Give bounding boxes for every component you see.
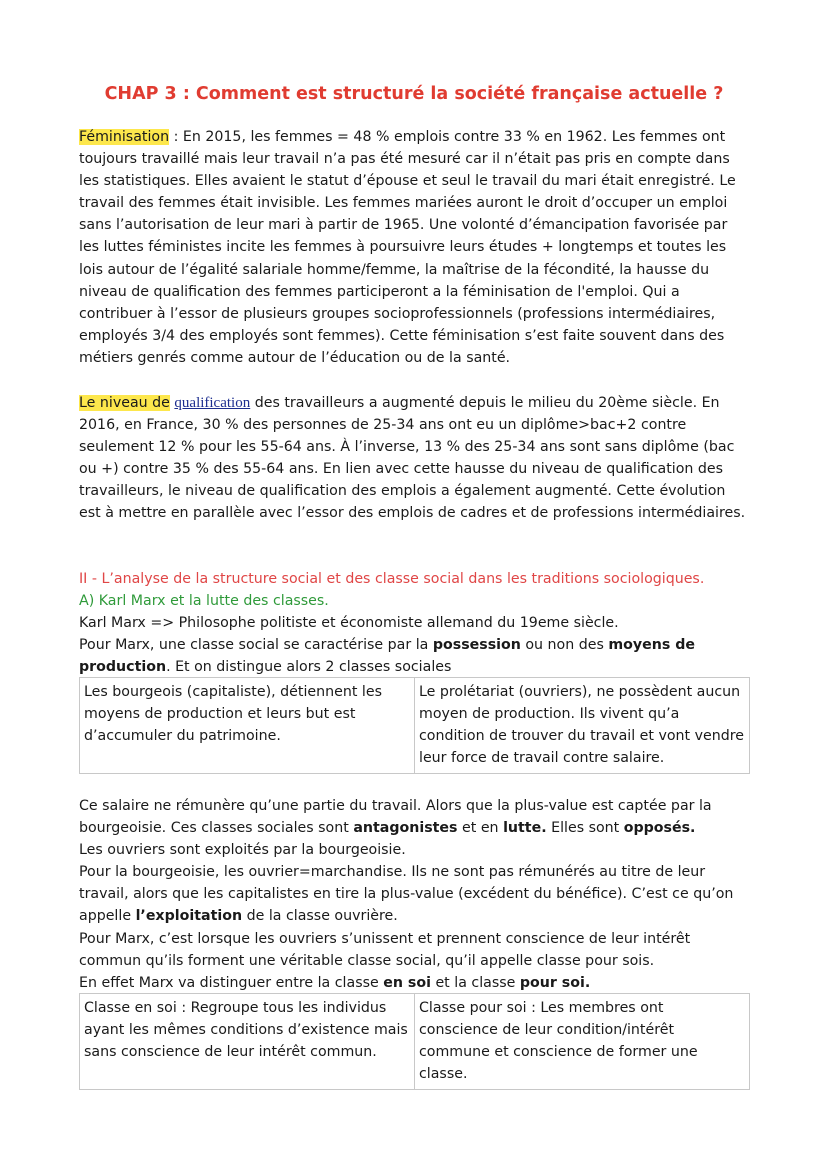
feminisation-keyword: Féminisation <box>79 129 170 145</box>
definition-bold-means: moyens de production <box>79 637 696 676</box>
exploited-line: Les ouvriers sont exploités par la bourgeoisie. <box>79 842 406 859</box>
section-subheading: A) Karl Marx et la lutte des classes. <box>79 593 329 610</box>
exploitation-paragraph <box>79 795 747 839</box>
definition-bold-possession: possession <box>432 637 521 654</box>
section-heading: II - L’analyse de la structure social et des classe social dans les traditions sociologiques. <box>79 571 705 587</box>
table-row <box>80 678 750 774</box>
marx-section <box>79 568 747 678</box>
distinction-text: et la classe <box>430 974 520 991</box>
feminisation-paragraph <box>79 126 747 369</box>
exploitation-text: Ce salaire ne rémunère qu’une partie du travail. Alors que la plus-value est captée par la bourgeoisie. Ces classes sociales sont <box>79 798 712 837</box>
bold-antagonistes: antagonistes <box>353 820 458 837</box>
marx-class-definition <box>79 634 747 678</box>
marchandise-paragraph <box>79 861 747 927</box>
classe-en-soi-cell: Classe en soi : Regroupe tous les individus ayant les mêmes conditions d’existence mais sans conscience de leur intérêt commun. <box>80 994 415 1090</box>
distinction-text: En effet Marx va distinguer entre la classe <box>79 974 384 991</box>
qualification-text: des travailleurs a augmenté depuis le milieu du 20ème siècle. En 2016, en France, 30 % des personnes de 25-34 ans ont eu un diplôme>bac+2 contre seulement 12 % pour les 55-64 ans. À l’inverse, 13 % des 25-34 ans sont sans diplôme (bac ou +) contre 35 % des 55-64 ans. En lien avec cette hausse du niveau de qualification des travailleurs, le niveau de qualification des emplois a également augmenté. Cette évolution est à mettre en parallèle avec l’essor des emplois de cadres et de professions intermédiaires. <box>79 395 746 522</box>
feminisation-text: : En 2015, les femmes = 48 % emplois contre 33 % en 1962. Les femmes ont toujours travaillé mais leur travail n’a pas été mesuré car il n’était pas pris en compte dans les statistiques. Elles avaient le statut d’épouse et seul le travail du mari était enregistré. Le travail des femmes était invisible. Les femmes mariées auront le droit d’occuper un emploi sans l’autorisation de leur mari à partir de 1965. Une volonté d’émancipation favorisée par les luttes féministes incite les femmes à poursuivre leurs études + longtemps et toutes les lois autour de l’égalité salariale homme/femme, la maîtrise de la fécondité, la hausse du niveau de qualification des femmes participeront a la féminisation de l'emploi. Qui a contribuer à l’essor de plusieurs groupes socioprofessionnels (professions intermédiaires, employés 3/4 des employés sont femmes). Cette féminisation s’est faite souvent dans des métiers genrés comme autour de l’éducation ou de la santé. <box>79 129 736 366</box>
bold-lutte: lutte. <box>503 820 547 837</box>
page-title: CHAP 3 : Comment est structuré la société française actuelle ? <box>104 84 724 104</box>
distinction-line <box>79 972 747 994</box>
qualification-paragraph <box>79 392 747 525</box>
definition-text: . Et on distingue alors 2 classes sociales <box>166 659 452 676</box>
bourgeois-cell: Les bourgeois (capitaliste), détiennent les moyens de production et leurs but est d’accumuler du patrimoine. <box>80 678 415 774</box>
proletariat-cell: Le prolétariat (ouvriers), ne possèdent aucun moyen de production. Ils vivent qu’a condition de trouver du travail et vont vendre leur force de travail contre salaire. <box>415 678 750 774</box>
definition-text: Pour Marx, une classe social se caractérise par la <box>79 637 433 654</box>
exploitation-section <box>79 795 747 994</box>
class-consciousness-paragraph: Pour Marx, c’est lorsque les ouvriers s’unissent et prennent conscience de leur intérêt commun qu’ils forment une véritable classe social, qu’il appelle classe pour sois. <box>79 930 691 969</box>
class-types-table <box>79 993 750 1090</box>
bold-opposes: opposés. <box>623 820 696 837</box>
qualification-link[interactable]: qualification <box>174 395 251 411</box>
marchandise-text: de la classe ouvrière. <box>242 908 398 925</box>
marx-intro-line: Karl Marx => Philosophe politiste et économiste allemand du 19eme siècle. <box>79 615 619 632</box>
bold-exploitation: l’exploitation <box>135 908 243 925</box>
qualification-keyword: Le niveau de <box>79 395 170 411</box>
bold-en-soi: en soi <box>383 974 431 991</box>
classe-pour-soi-cell: Classe pour soi : Les membres ont conscience de leur condition/intérêt commune et conscience de former une classe. <box>415 994 750 1090</box>
table-row <box>80 994 750 1090</box>
bold-pour-soi: pour soi. <box>519 974 591 991</box>
exploitation-text: et en <box>457 820 504 837</box>
classes-table <box>79 677 750 774</box>
marchandise-text: Pour la bourgeoisie, les ouvrier=marchandise. Ils ne sont pas rémunérés au titre de leur travail, alors que les capitalistes en tire la plus-value (excédent du bénéfice). C’est ce qu’on appelle <box>79 864 734 925</box>
exploitation-text: Elles sont <box>546 820 624 837</box>
definition-text: ou non des <box>520 637 609 654</box>
